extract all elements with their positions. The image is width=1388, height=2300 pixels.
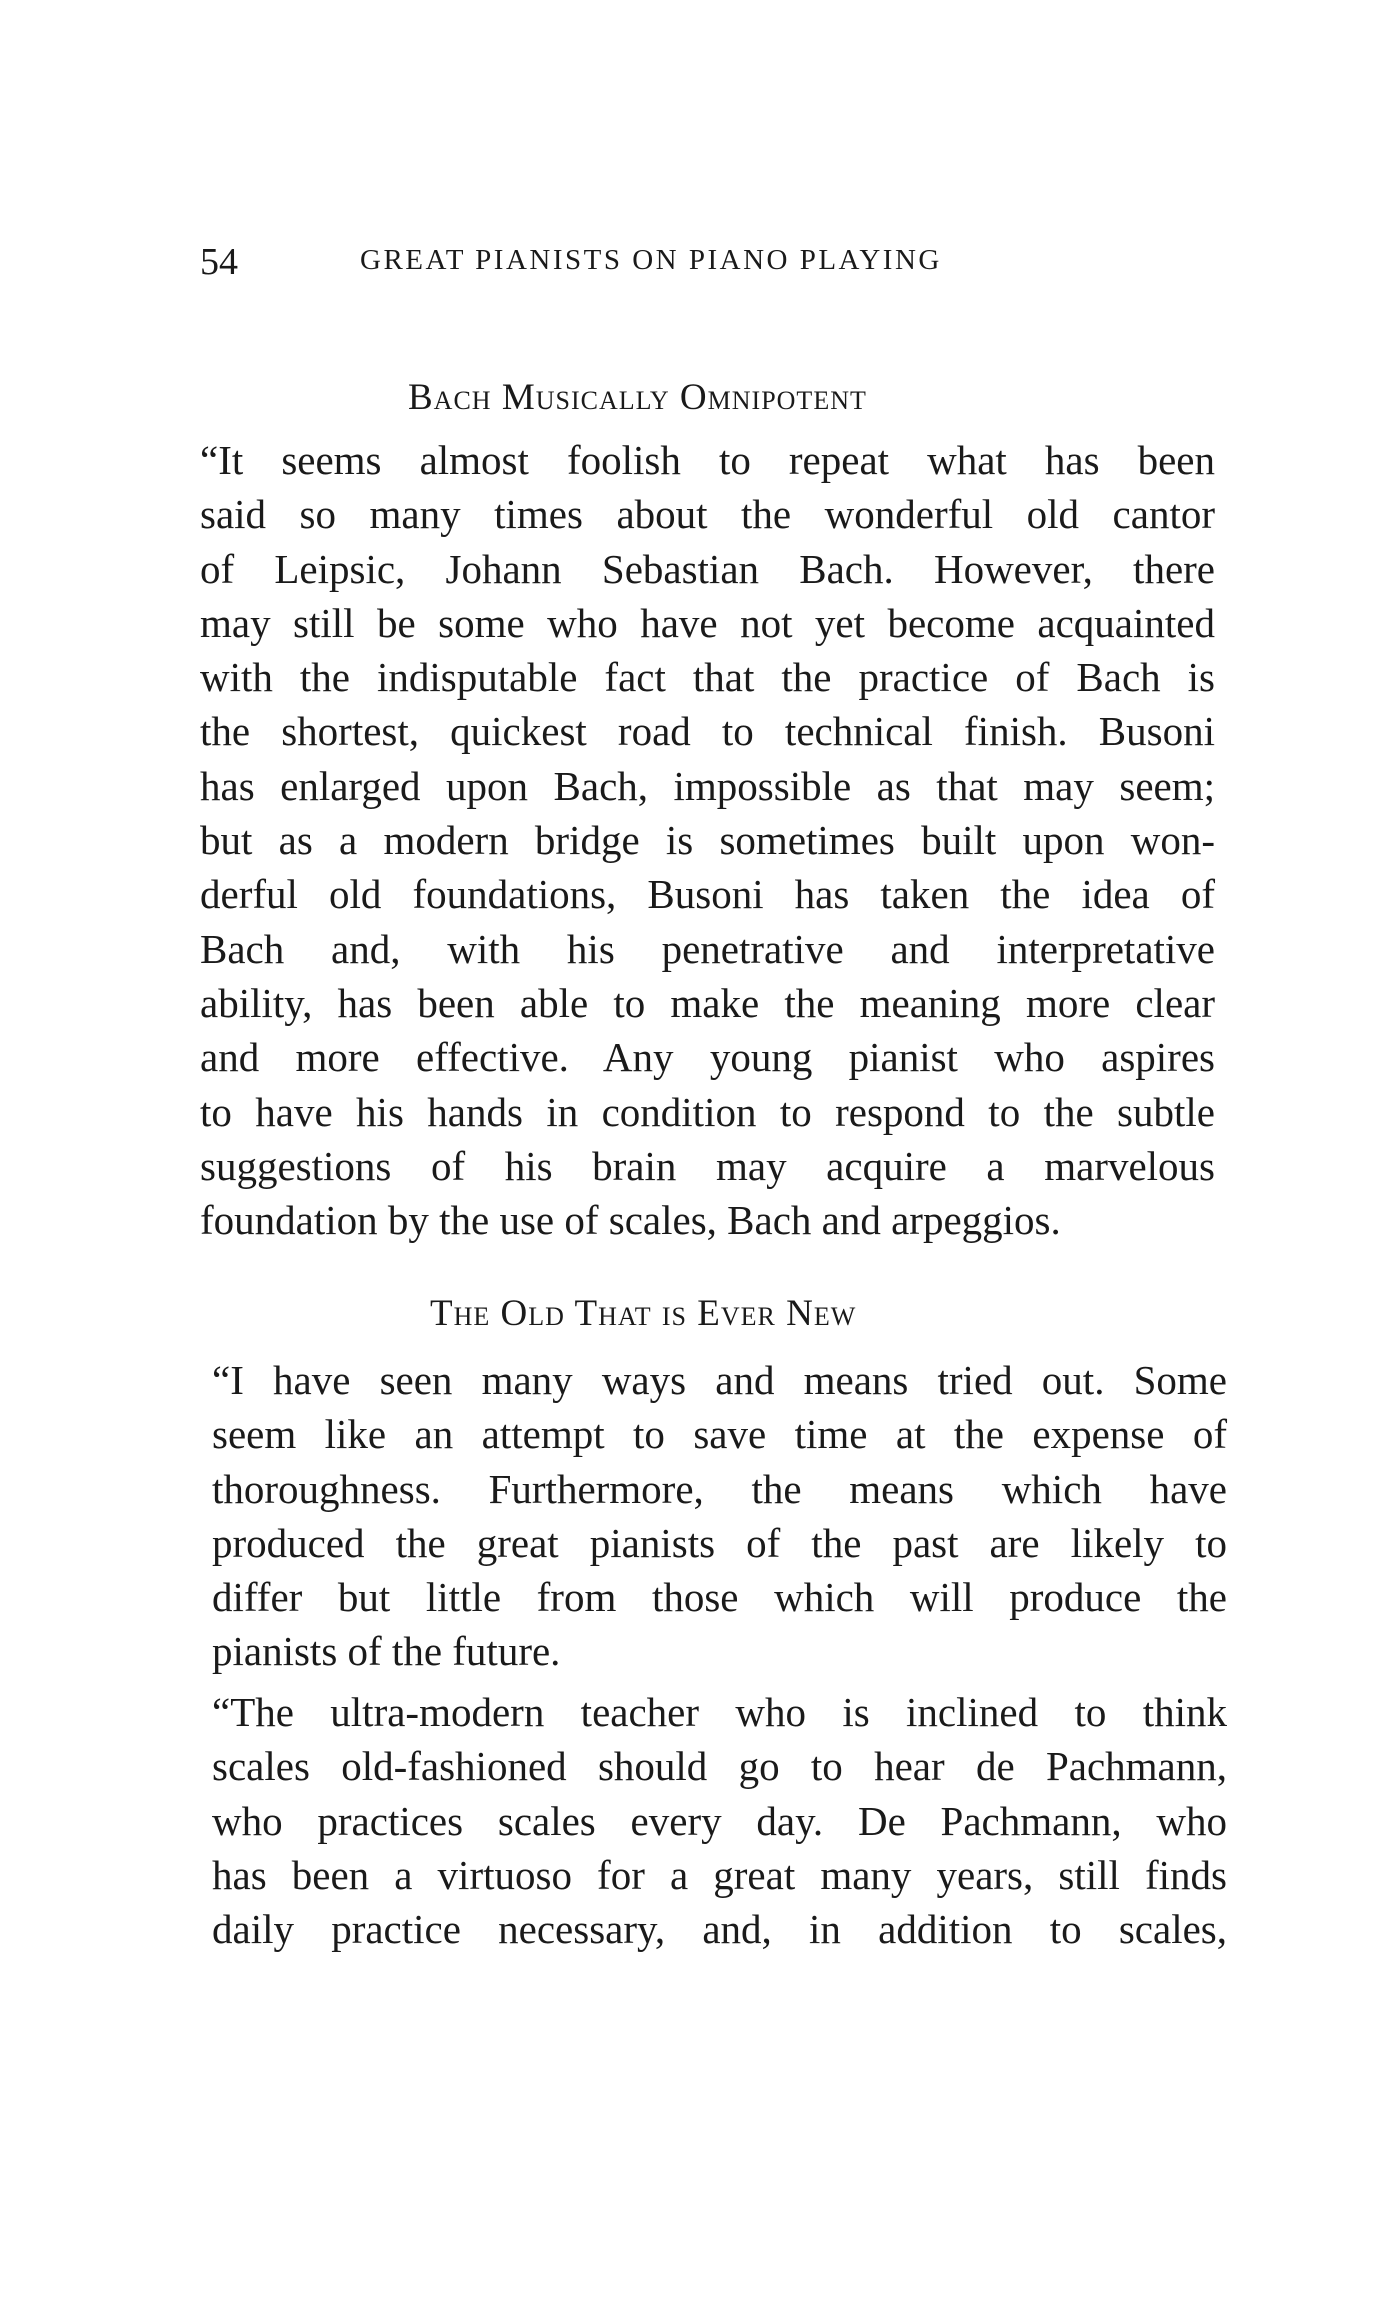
text-line: the shortest, quickest road to technical finish. Busoni [200, 708, 1215, 755]
paragraph [200, 433, 1215, 1247]
running-title: GREAT PIANISTS ON PIANO PLAYING [360, 244, 942, 276]
text-line: “The ultra-modern teacher who is inclined to think [212, 1689, 1227, 1735]
paragraph [212, 1685, 1227, 1956]
text-line: who practices scales every day. De Pachmann, who [212, 1797, 1227, 1844]
text-line: “I have seen many ways and means tried out. Some [212, 1357, 1227, 1403]
text-line: and more effective. Any young pianist who aspires [200, 1034, 1215, 1081]
text-line: has been a virtuoso for a great many years, still finds [212, 1851, 1227, 1898]
section-heading: Bach Musically Omnipotent [408, 377, 867, 418]
text-line: suggestions of his brain may acquire a marvelous [200, 1142, 1215, 1189]
text-line: of Leipsic, Johann Sebastian Bach. However, there [200, 545, 1215, 592]
text-line: may still be some who have not yet become acquainted [200, 599, 1215, 646]
text-line: scales old-fashioned should go to hear de Pachmann, [212, 1743, 1227, 1790]
text-line: differ but little from those which will produce the [212, 1574, 1227, 1621]
page-header [200, 240, 1220, 290]
text-line: ability, has been able to make the meaning more clear [200, 979, 1215, 1026]
text-line: pianists of the future. [212, 1628, 561, 1675]
text-line: has enlarged upon Bach, impossible as that may seem; [200, 762, 1215, 809]
text-line: said so many times about the wonderful old cantor [200, 491, 1215, 538]
text-line: produced the great pianists of the past are likely to [212, 1519, 1227, 1566]
text-line: thoroughness. Furthermore, the means which have [212, 1465, 1227, 1512]
text-line: Bach and, with his penetrative and interpretative [200, 925, 1215, 972]
text-line: “It seems almost foolish to repeat what has been [200, 437, 1215, 483]
text-line: foundation by the use of scales, Bach and arpeggios. [200, 1197, 1061, 1244]
paragraph [212, 1353, 1227, 1679]
text-line: daily practice necessary, and, in addition to scales, [212, 1906, 1227, 1953]
text-line: with the indisputable fact that the practice of Bach is [200, 654, 1215, 701]
text-line: seem like an attempt to save time at the expense of [212, 1411, 1227, 1458]
text-line: derful old foundations, Busoni has taken the idea of [200, 871, 1215, 918]
text-line: but as a modern bridge is sometimes built upon won- [200, 817, 1215, 864]
page-number: 54 [200, 241, 238, 283]
section-heading: The Old That is Ever New [430, 1293, 857, 1334]
text-line: to have his hands in condition to respond to the subtle [200, 1088, 1215, 1135]
